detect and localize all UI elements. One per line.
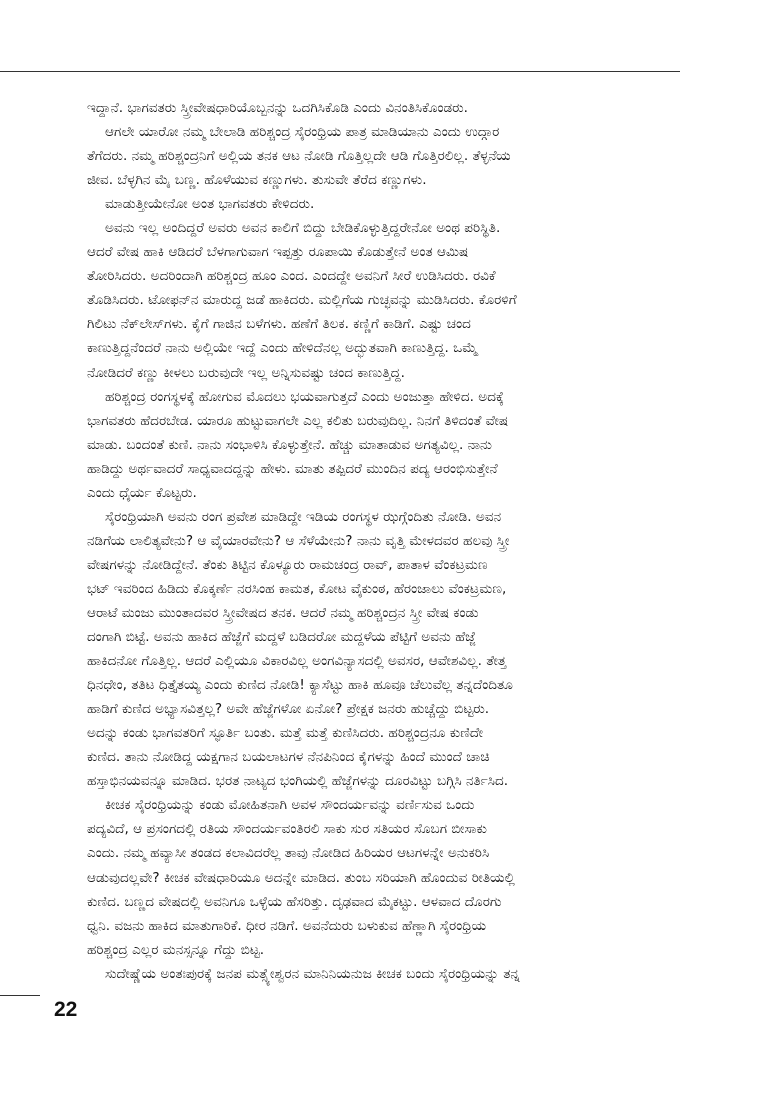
text-line: ಕುಣಿದ. ಬಣ್ಣದ ವೇಷದಲ್ಲಿ ಅವನಿಗೂ ಒಳ್ಳೆಯ ಹೆಸರಿತ್ತು. ದೃಢವಾದ ಮೈಕಟ್ಟು. ಆಳವಾದ ದೊರಗು [87, 893, 502, 910]
text-line: ಪದ್ಯವಿದೆ, ಆ ಪ್ರಸಂಗದಲ್ಲಿ ರತಿಯ ಸೌಂದರ್ಯವಂತಿರಲಿ ಸಾಕು ಸುರ ಸತಿಯರ ಸೊಬಗ ಬೀಸಾಕು [87, 821, 487, 838]
text-line: ಆರಾಟೆ ಮಂಜು ಮುಂತಾದವರ ಸ್ತ್ರೀವೇಷದ ತನಕ. ಆದರೆ ನಮ್ಮ ಹರಿಶ್ಚಂದ್ರನ ಸ್ತ್ರೀ ವೇಷ ಕಂಡು [87, 604, 479, 621]
text-line: ಭಾಗವತರು ಹೆದರಬೇಡ. ಯಾರೂ ಹುಟ್ಟುವಾಗಲೇ ಎಲ್ಲ ಕಲಿತು ಬರುವುದಿಲ್ಲ. ನಿನಗೆ ತಿಳಿದಂತೆ ವೇಷ [87, 412, 509, 429]
text-line: ವೇಷಗಳನ್ನು ನೋಡಿದ್ದೇನೆ. ತೆಂಕು ತಿಟ್ಟಿನ ಕೊಳ್ಯೂರು ರಾಮಚಂದ್ರ ರಾವ್, ಪಾತಾಳ ವೆಂಕಟ್ರಮಣ [87, 556, 488, 573]
text-line: ಆಗಲೇ ಯಾರೋ ನಮ್ಮ ಬೇಲಾಡಿ ಹರಿಶ್ಚಂದ್ರ ಸೈರಂಧ್ರಿಯ ಪಾತ್ರ ಮಾಡಿಯಾನು ಎಂದು ಉದ್ಗಾರ [105, 124, 500, 141]
text-line: ಎಂದು. ನಮ್ಮ ಹವ್ಯಾಸೀ ತಂಡದ ಕಲಾವಿದರೆಲ್ಲ ತಾವು ನೋಡಿದ ಹಿರಿಯರ ಆಟಗಳನ್ನೇ ಅನುಕರಿಸಿ [87, 845, 490, 862]
text-line: ಧ್ವನಿ. ವಜನು ಹಾಕಿದ ಮಾತುಗಾರಿಕೆ. ಧೀರ ನಡಿಗೆ. ಅವನೆದುರು ಬಳುಕುವ ಹೆಣ್ಣಾಗಿ ಸೈರಂಧ್ರಿಯ [87, 917, 487, 934]
footer-rule [0, 995, 40, 996]
text-line: ನಡಿಗೆಯ ಲಾಲಿತ್ಯವೇನು? ಆ ವೈಯಾರವೇನು? ಆ ಸೆಳೆಯೇನು? ನಾನು ವೃತ್ತಿ ಮೇಳದವರ ಹಲವು ಸ್ತ್ರೀ [87, 532, 510, 549]
text-line: ಆದರೆ ವೇಷ ಹಾಕಿ ಆಡಿದರೆ ಬೆಳಗಾಗುವಾಗ ಇಪ್ಪತ್ತು ರೂಪಾಯಿ ಕೊಡುತ್ತೇನೆ ಅಂತ ಆಮಿಷ [87, 244, 469, 261]
text-line: ಹಾಡಿಗೆ ಕುಣಿದ ಅಭ್ಯಾಸವಿತ್ತಲ್ಲ? ಅವೇ ಹೆಜ್ಜೆಗಳೋ ಏನೋ? ಪ್ರೇಕ್ಷಕ ಜನರು ಹುಚ್ಚೆದ್ದು ಬಿಟ್ಟರು. [87, 701, 490, 718]
text-line: ಹಾಡಿದ್ದು ಅರ್ಥವಾದರೆ ಸಾಧ್ಯವಾದದ್ದನ್ನು ಹೇಳು. ಮಾತು ತಪ್ಪಿದರೆ ಮುಂದಿನ ಪದ್ಯ ಆರಂಭಿಸುತ್ತೇನೆ [87, 460, 498, 477]
text-line: ಅವನು ಇಲ್ಲ ಅಂದಿದ್ದರೆ ಅವರು ಅವನ ಕಾಲಿಗೆ ಬಿದ್ದು ಬೇಡಿಕೊಳ್ಳುತ್ತಿದ್ದರೇನೋ ಅಂಥ ಪರಿಸ್ಥಿತಿ. [105, 220, 501, 237]
text-line: ಮಾಡುತ್ತೀಯೇನೋ ಅಂತ ಭಾಗವತರು ಕೇಳಿದರು. [105, 196, 315, 213]
text-line: ಹರಿಶ್ಚಂದ್ರ ಎಲ್ಲರ ಮನಸ್ಸನ್ನೂ ಗೆದ್ದು ಬಿಟ್ಟ. [87, 941, 265, 958]
text-line: ಅದನ್ನು ಕಂಡು ಭಾಗವತರಿಗೆ ಸ್ಫೂರ್ತಿ ಬಂತು. ಮತ್ತೆ ಮತ್ತೆ ಕುಣಿಸಿದರು. ಹರಿಶ್ಚಂದ್ರನೂ ಕುಣಿದೇ [87, 725, 484, 742]
text-line: ಹರಿಶ್ಚಂದ್ರ ರಂಗಸ್ಥಳಕ್ಕೆ ಹೋಗುವ ಮೊದಲು ಭಯವಾಗುತ್ತದೆ ಎಂದು ಅಂಜುತ್ತಾ ಹೇಳಿದ. ಅದಕ್ಕೆ [105, 388, 504, 405]
text-line: ದಂಗಾಗಿ ಬಿಟ್ಟೆ. ಅವನು ಹಾಕಿದ ಹೆಜ್ಜೆಗೆ ಮದ್ದಳೆ ಬಡಿದರೋ ಮದ್ದಳೆಯ ಪೆಟ್ಟಿಗೆ ಅವನು ಹೆಜ್ಜೆ [87, 629, 476, 646]
text-line: ತೆಗೆದರು. ನಮ್ಮ ಹರಿಶ್ಚಂದ್ರನಿಗೆ ಅಲ್ಲಿಯ ತನಕ ಆಟ ನೋಡಿ ಗೊತ್ತಿಲ್ಲದೇ ಆಡಿ ಗೊತ್ತಿರಲಿಲ್ಲ. ತೆಳ್ಳನೆಯ [87, 148, 511, 165]
text-line: ಮಾಡು. ಬಂದಂತೆ ಕುಣಿ. ನಾನು ಸಂಭಾಳಿಸಿ ಕೊಳ್ಳುತ್ತೇನೆ. ಹೆಚ್ಚು ಮಾತಾಡುವ ಅಗತ್ಯವಿಲ್ಲ. ನಾನು [87, 436, 492, 453]
text-line: ಇದ್ದಾನೆ. ಭಾಗವತರು ಸ್ತ್ರೀವೇಷಧಾರಿಯೊಬ್ಬನನ್ನು ಒದಗಿಸಿಕೊಡಿ ಎಂದು ವಿನಂತಿಸಿಕೊಂಡರು. [87, 100, 469, 116]
text-line: ತೋರಿಸಿದರು. ಅದರಿಂದಾಗಿ ಹರಿಶ್ಚಂದ್ರ ಹೂಂ ಎಂದ. ಎಂದದ್ದೇ ಅವನಿಗೆ ಸೀರೆ ಉಡಿಸಿದರು. ರವಿಕೆ [87, 268, 496, 285]
text-line: ಭಟ್ ಇವರಿಂದ ಹಿಡಿದು ಕೊಕ್ಕರ್ಣೆ ನರಸಿಂಹ ಕಾಮತ, ಕೋಟ ವೈಕುಂಠ, ಹೆರಂಜಾಲು ವೆಂಕಟ್ರಮಣ, [87, 580, 507, 597]
body-text [87, 96, 673, 986]
text-line: ಸುದೇಷ್ಣೆಯ ಅಂತಃಪುರಕ್ಕೆ ಜನಪ ಮತ್ಸ್ಯೇಶ್ವರನ ಮಾನಿನಿಯನುಜ ಕೀಚಕ ಬಂದು ಸೈರಂಧ್ರಿಯನ್ನು ತನ್ನ [105, 965, 520, 982]
text-line: ಸೈರಂಧ್ರಿಯಾಗಿ ಅವನು ರಂಗ ಪ್ರವೇಶ ಮಾಡಿದ್ದೇ ಇಡಿಯ ರಂಗಸ್ಥಳ ಝಗ್ಗೆಂದಿತು ನೋಡಿ. ಅವನ [105, 508, 502, 525]
text-line: ಕಾಣುತ್ತಿದ್ದನೆಂದರೆ ನಾನು ಅಲ್ಲಿಯೇ ಇದ್ದೆ ಎಂದು ಹೇಳಿದೆನಲ್ಲ ಅದ್ಭುತವಾಗಿ ಕಾಣುತ್ತಿದ್ದ. ಒಮ್ಮೆ [87, 340, 478, 357]
text-line: ಎಂದು ಧೈರ್ಯ ಕೊಟ್ಟರು. [87, 484, 197, 501]
text-line: ಕೀಚಕ ಸೈರಂಧ್ರಿಯನ್ನು ಕಂಡು ಮೋಹಿತನಾಗಿ ಅವಳ ಸೌಂದರ್ಯವನ್ನು ವರ್ಣಿಸುವ ಒಂದು [105, 797, 475, 814]
text-line: ನೋಡಿದರೆ ಕಣ್ಣು ಕೀಳಲು ಬರುವುದೇ ಇಲ್ಲ ಅನ್ನಿಸುವಷ್ಟು ಚಂದ ಕಾಣುತ್ತಿದ್ದ. [87, 364, 405, 381]
text-line: ಗಿಲಿಟು ನೆಕ್‌ಲೇಸ್‌ಗಳು. ಕೈಗೆ ಗಾಜಿನ ಬಳೆಗಳು. ಹಣೆಗೆ ತಿಲಕ. ಕಣ್ಣಿಗೆ ಕಾಡಿಗೆ. ಎಷ್ಟು ಚಂದ [87, 316, 471, 333]
text-line: ಜೀವ. ಬೆಳ್ಳಗಿನ ಮೈ ಬಣ್ಣ. ಹೊಳೆಯುವ ಕಣ್ಣುಗಳು. ತುಸುವೇ ತೆರೆದ ಕಣ್ಣುಗಳು. [87, 172, 427, 189]
text-line: ಹಸ್ತಾಭಿನಯವನ್ನೂ ಮಾಡಿದ. ಭರತ ನಾಟ್ಯದ ಭಂಗಿಯಲ್ಲಿ ಹೆಜ್ಜೆಗಳನ್ನು ದೂರವಿಟ್ಟು ಬಗ್ಗಿಸಿ ನರ್ತಿಸಿದ. [87, 773, 509, 790]
text-line: ಹಾಕಿದನೋ ಗೊತ್ತಿಲ್ಲ. ಆದರೆ ಎಲ್ಲಿಯೂ ವಿಕಾರವಿಲ್ಲ ಅಂಗವಿನ್ಯಾಸದಲ್ಲಿ ಅವಸರ, ಆವೇಶವಿಲ್ಲ. ತೇತ್ತ [87, 653, 507, 670]
text-line: ತೊಡಿಸಿದರು. ಟೋಫನ್‌ನ ಮಾರುದ್ದ ಜಡೆ ಹಾಕಿದರು. ಮಲ್ಲಿಗೆಯ ಗುಚ್ಛವನ್ನು ಮುಡಿಸಿದರು. ಕೊರಳಿಗೆ [87, 292, 517, 309]
top-rule [0, 71, 680, 72]
text-line: ಕುಣಿದ. ತಾನು ನೋಡಿದ್ದ ಯಕ್ಷಗಾನ ಬಯಲಾಟಗಳ ನೆನಪಿನಿಂದ ಕೈಗಳನ್ನು ಹಿಂದೆ ಮುಂದೆ ಚಾಚಿ [87, 749, 490, 766]
text-line: ಆಡುವುದಲ್ಲವೇ? ಕೀಚಕ ವೇಷಧಾರಿಯೂ ಅದನ್ನೇ ಮಾಡಿದ. ತುಂಬ ಸರಿಯಾಗಿ ಹೊಂದುವ ರೀತಿಯಲ್ಲಿ [87, 869, 515, 886]
page-number: 22 [54, 998, 78, 1021]
text-line: ಧಿನಧೇಂ, ತತಿಟ ಧಿತ್ತೈತಯ್ಯ ಎಂದು ಕುಣಿದ ನೋಡಿ! ಕ್ಯಾಸೆಟ್ಟು ಹಾಕಿ ಹೂವೂ ಚೆಲುವೆಲ್ಲ ತನ್ನದೆಂದಿತೂ [87, 677, 513, 694]
